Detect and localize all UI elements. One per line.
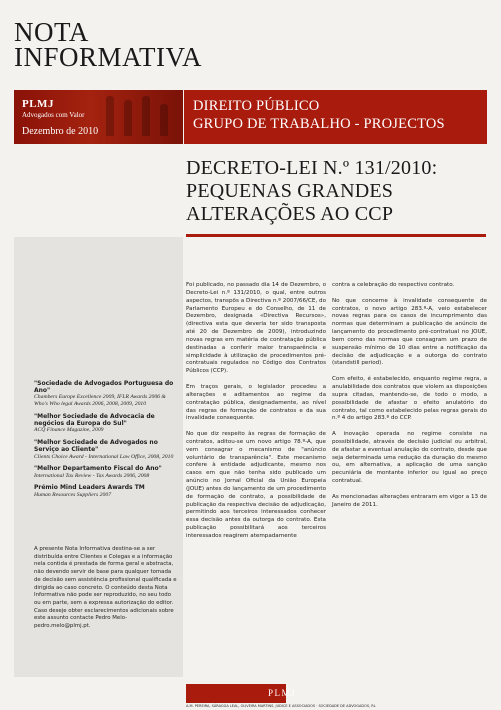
award-title: "Melhor Departamento Fiscal do Ano" bbox=[34, 465, 162, 473]
article-column-1 bbox=[186, 282, 326, 549]
legal-notice: A presente Nota Informativa destina-se a ser distribuída entre Clientes e Colegas e a informação nela contida é prestada de forma geral e abstracta, não devendo servir de base para qualquer tomada de decisão sem assistência profissional qualificada e dirigida ao caso concreto. O conteúdo desta Nota Informativa não pode ser reproduzido, no seu todo ou em parte, sem a expressa autorização do editor. Caso deseje obter esclarecimentos adicionais sobre este assunto contacte Pedro Melo-pedro.melo@plmj.pt. bbox=[34, 546, 177, 630]
award-item bbox=[34, 413, 177, 434]
article-column-2 bbox=[332, 282, 487, 517]
headline-line-2: PEQUENAS GRANDES bbox=[186, 180, 394, 202]
award-source: ACQ Finance Magazine, 2009 bbox=[34, 427, 104, 434]
paragraph: No que diz respeito às regras de formação de contratos, aditou-se um novo artigo 78.º-A, que vem consagrar o mecanismo de "anúncio voluntário de transparência". Este mecanismo confere à entidade adjudicante, mesmo nos casos em que não tenha sido publicado um anúncio no Jornal Oficial da União Europeia (JOUE) antes do lançamento de um procedimento de formação de contrato, a possibilidade de publicação da respectiva decisão de adjudicação, permitindo aos terceiros interessados conhecer essa decisão antes da outorga do contrato. Esta publicação possibilitará aos terceiros interessados reagirem atempadamente bbox=[186, 431, 326, 539]
paragraph: contra a celebração do respectivo contrato. bbox=[332, 282, 455, 288]
footer-firm-name: A.M. PEREIRA, SÁRAGGA LEAL, OLIVEIRA MARTINS, JÚDICE E ASSOCIADOS · SOCIEDADE DE ADVOGADOS, RL bbox=[186, 704, 376, 708]
award-source: Clients Choice Award - International Law Office, 2008, 2010 bbox=[34, 453, 174, 460]
award-item bbox=[34, 439, 177, 460]
title-line-1: NOTA bbox=[14, 17, 89, 47]
paragraph: As mencionadas alterações entraram em vigor a 13 de Janeiro de 2011. bbox=[332, 493, 487, 508]
title-line-2: INFORMATIVA bbox=[14, 42, 203, 72]
paragraph: A inovação operada no regime consiste na possibilidade, através de decisão judicial ou arbitral, de afastar a eventual anulação do contrato, desde que seja determinada uma redução da duração do mesmo ou, em alternativa, a aplicação de uma sanção pecuniária de montante inferior ou igual ao preço contratual. bbox=[332, 431, 487, 485]
document-title bbox=[14, 17, 203, 72]
award-title: "Melhor Sociedade de Advocacia de negócios da Europa do Sul" bbox=[34, 413, 155, 428]
brand-logo: PLMJ bbox=[22, 98, 54, 110]
award-source: Human Resources Suppliers 2007 bbox=[34, 491, 112, 498]
award-item bbox=[34, 380, 177, 408]
brand-tagline: Advogados com Valor bbox=[22, 111, 85, 119]
award-title: "Melhor Sociedade de Advogados no Serviço ao Cliente" bbox=[34, 439, 158, 454]
award-title: "Sociedade de Advogados Portuguesa do Ano" bbox=[34, 380, 174, 395]
award-item bbox=[34, 465, 177, 479]
award-title: Prémio Mind Leaders Awards TM bbox=[34, 484, 145, 492]
divider-rule bbox=[186, 234, 486, 237]
section-name: DIREITO PÚBLICO bbox=[193, 98, 320, 114]
award-source: International Tax Review - Tax Awards 2006, 2008 bbox=[34, 472, 150, 479]
headline-line-3: ALTERAÇÕES AO CCP bbox=[186, 203, 394, 225]
section-group: GRUPO DE TRABALHO - PROJECTOS bbox=[193, 116, 445, 132]
issue-date: Dezembro de 2010 bbox=[22, 126, 99, 137]
article-headline bbox=[186, 157, 486, 226]
paragraph: Com efeito, é estabelecido, enquanto regime regra, a anulabilidade dos contratos que violem as disposições supra citadas, mantendo-se, de todo o modo, a possibilidade de afastar o efeito anulatório do contrato, tal como estabelecido pelas regras gerais do n.º 4 do artigo 283.º do CCP. bbox=[332, 376, 487, 422]
award-source: Chambers Europe Excellence 2009, IFLR Awards 2006 & Who's Who legal Awards 2006, 2008, 2009, 2010 bbox=[34, 394, 166, 408]
paragraph: Foi publicado, no passado dia 14 de Dezembro, o Decreto-Lei n.º 131/2010, o qual, entre outros aspectos, transpõs a Directiva n.º 2007/66/CE, do Parlamento Europeu e do Conselho, de 11 de Dezembro, designada «Directiva Recursos», (directiva esta que deveria ter sido transposta até 20 de Dezembro de 2009), introduzindo novas regras em matéria de contratação pública destinadas a conferir maior transparência e simplicidade à utilização de procedimentos pré-contratuais regulados no Código dos Contratos Públicos (CCP). bbox=[186, 282, 326, 375]
awards-list bbox=[34, 380, 177, 503]
footer-brand: PLMJ bbox=[268, 688, 297, 698]
headline-line-1: DECRETO-LEI N.º 131/2010: bbox=[186, 157, 438, 179]
award-item bbox=[34, 484, 177, 498]
paragraph: No que concerne à invalidade consequente de contratos, o novo artigo 283.º-A, veio estabelecer novas regras para os casos de incumprimento das normas que determinam a publicação de anúncio de lançamento do procedimento pré-contratual no JOUE, bem como das normas que consagram um prazo de suspensão mínimo de 10 dias entre a notificação da decisão de adjudicação e a outorga do contrato (standstill period). bbox=[332, 297, 487, 367]
paragraph: Em traços gerais, o legislador procedeu a alterações e aditamentos ao regime da contratação pública, designadamente, ao nível das regras de formação de contratos e da sua invalidade consequente. bbox=[186, 383, 326, 422]
